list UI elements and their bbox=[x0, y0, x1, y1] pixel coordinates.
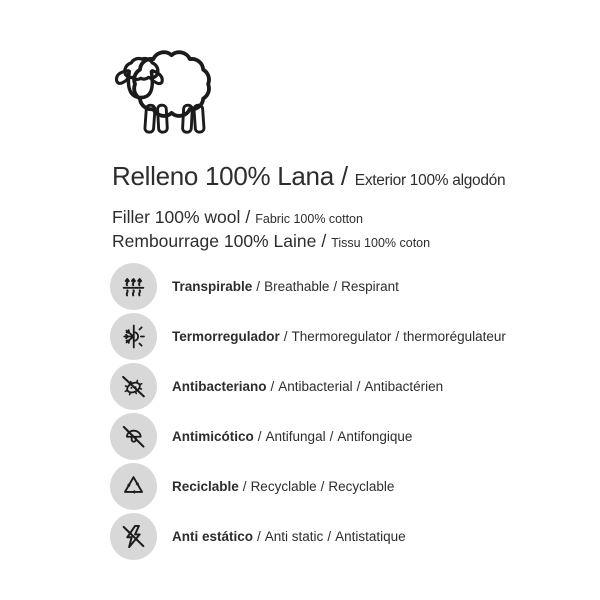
slash-separator: / bbox=[320, 479, 325, 494]
title-line-french bbox=[112, 230, 505, 254]
thermoregulator-icon bbox=[110, 313, 157, 360]
slash-separator: / bbox=[329, 429, 334, 444]
slash-separator: / bbox=[333, 279, 338, 294]
feature-name-es: Antimicótico bbox=[172, 429, 254, 444]
slash-separator: / bbox=[283, 329, 288, 344]
feature-row-breathable bbox=[110, 263, 506, 310]
slash-separator: / bbox=[257, 429, 262, 444]
feature-name-fr: Respirant bbox=[341, 279, 399, 294]
title-secondary: Exterior 100% algodón bbox=[354, 172, 506, 189]
feature-text bbox=[172, 429, 412, 444]
feature-name-es: Antibacteriano bbox=[172, 379, 267, 394]
feature-text bbox=[172, 329, 506, 344]
antibacterial-icon bbox=[110, 363, 157, 410]
feature-name-en: Thermoregulator bbox=[291, 329, 392, 344]
breathable-icon bbox=[110, 263, 157, 310]
feature-row-recyclable bbox=[110, 463, 506, 510]
antifungal-icon bbox=[110, 413, 157, 460]
slash-separator: / bbox=[327, 529, 332, 544]
recyclable-icon bbox=[110, 463, 157, 510]
subtitle-fr-secondary: Tissu 100% coton bbox=[331, 236, 431, 250]
feature-row-thermoregulator bbox=[110, 313, 506, 360]
title-line-main bbox=[112, 160, 505, 197]
feature-name-es: Reciclable bbox=[172, 479, 239, 494]
subtitle-fr-separator: / bbox=[321, 231, 327, 251]
title-primary: Relleno 100% Lana bbox=[112, 161, 334, 191]
title-block bbox=[112, 160, 505, 254]
slash-separator: / bbox=[256, 279, 261, 294]
feature-name-en: Antibacterial bbox=[278, 379, 353, 394]
feature-name-en: Recyclable bbox=[250, 479, 317, 494]
feature-name-fr: Antistatique bbox=[335, 529, 406, 544]
feature-name-es: Anti estático bbox=[172, 529, 254, 544]
title-line-english bbox=[112, 206, 505, 230]
feature-name-es: Transpirable bbox=[172, 279, 253, 294]
feature-name-en: Anti static bbox=[264, 529, 324, 544]
feature-name-en: Breathable bbox=[264, 279, 330, 294]
antifungal-icon-row bbox=[110, 413, 506, 460]
feature-text bbox=[172, 529, 406, 544]
feature-row-antistatic bbox=[110, 513, 506, 560]
feature-list bbox=[110, 263, 506, 560]
slash-separator: / bbox=[270, 379, 275, 394]
feature-name-fr: Recyclable bbox=[328, 479, 395, 494]
antistatic-icon bbox=[110, 513, 157, 560]
feature-name-fr: Antibactérien bbox=[364, 379, 444, 394]
feature-name-en: Antifungal bbox=[265, 429, 326, 444]
feature-name-fr: thermorégulateur bbox=[403, 329, 506, 344]
feature-text bbox=[172, 479, 394, 494]
slash-separator: / bbox=[257, 529, 261, 544]
feature-text bbox=[172, 279, 399, 294]
title-separator: / bbox=[340, 161, 348, 191]
subtitle-fr-primary: Rembourrage 100% Laine bbox=[112, 231, 317, 251]
feature-row-antibacterial bbox=[110, 363, 506, 410]
sheep-icon bbox=[101, 36, 221, 136]
feature-name-fr: Antifongique bbox=[337, 429, 413, 444]
slash-separator: / bbox=[356, 379, 361, 394]
feature-name-es: Termorregulador bbox=[172, 329, 280, 344]
subtitle-en-secondary: Fabric 100% cotton bbox=[255, 212, 363, 226]
slash-separator: / bbox=[395, 329, 400, 344]
slash-separator: / bbox=[242, 479, 247, 494]
subtitle-en-primary: Filler 100% wool bbox=[112, 207, 241, 227]
subtitle-en-separator: / bbox=[245, 207, 251, 227]
feature-text bbox=[172, 379, 443, 394]
